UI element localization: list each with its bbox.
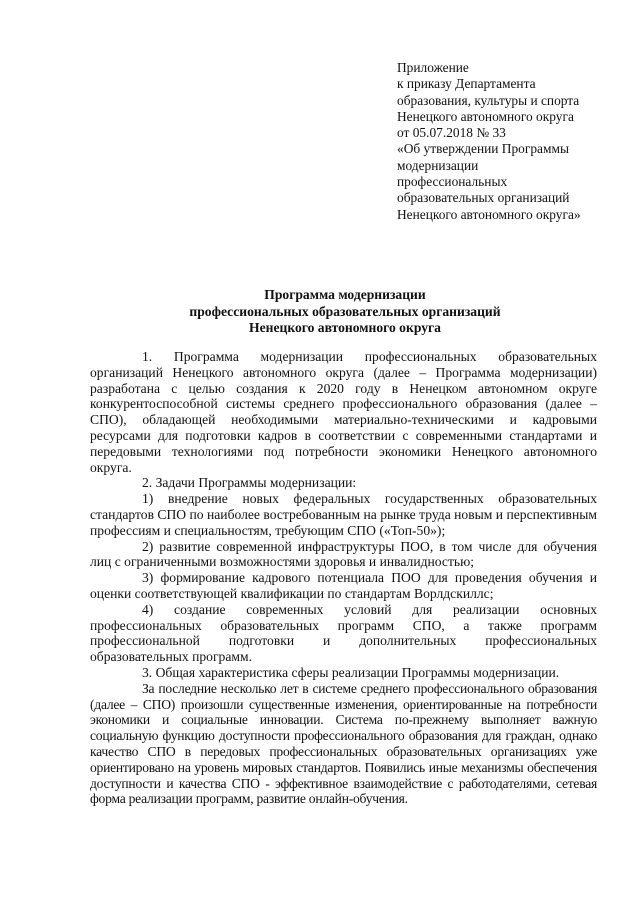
paragraph-purpose: 1. Программа модернизации профессиональных образовательных организаций Ненецкого автономного округа (далее – Программа модернизации) разработана с целью создания к 2020 году в Ненецком автономном округе конкурентоспособной системы среднего профессионального образования (далее – СПО), обладающей необходимыми материально-техническими и кадровыми ресурсами для подготовки кадров в соответствии с современными стандартами и передовыми технологиями под потребности экономики Ненецкого автономного округа.	[90, 349, 597, 475]
paragraph-section-3-heading: 3. Общая характеристика сферы реализации Программы модернизации.	[142, 664, 560, 680]
document-body	[90, 349, 597, 807]
paragraph-task-3: 3) формирование кадрового потенциала ПОО для проведения обучения и оценки соответствующей квалификации по стандартам Ворлдскиллс;	[90, 570, 597, 601]
paragraph-characteristics: За последние несколько лет в системе среднего профессионального образования (далее – СПО) произошли существенные изменения, ориентированные на потребности экономики и социальные инновации. Система по-прежнему выполняет важную социальную функцию доступности профессионального образования для граждан, однако качество СПО в передовых профессиональных образовательных организациях уже ориентировано на уровень мировых стандартов. Появились иные механизмы обеспечения доступности и качества СПО - эффективное взаимодействие с работодателями, сетевая форма реализации программ, развитие онлайн-обучения.	[90, 680, 597, 807]
paragraph-task-2: 2) развитие современной инфраструктуры ПОО, в том числе для обучения лиц с ограниченными возможностями здоровья и инвалидностью;	[90, 538, 597, 570]
appendix-line: профессиональных	[397, 174, 508, 190]
title-line: профессиональных образовательных организаций	[189, 303, 501, 319]
appendix-line: Приложение	[397, 60, 469, 75]
appendix-line: Ненецкого автономного округа»	[397, 206, 581, 222]
appendix-line: образования, культуры и спорта	[397, 92, 580, 108]
paragraph-task-4: 4) создание современных условий для реализации основных профессиональных образовательных программ СПО, а также программ профессиональной подготовки и дополнительных профессиональных образовательных программ.	[90, 601, 597, 665]
title-line: Программа модернизации	[264, 287, 426, 302]
appendix-header	[397, 60, 637, 223]
paragraph-tasks-heading: 2. Задачи Программы модернизации:	[142, 475, 357, 491]
appendix-line: «Об утверждении Программы	[397, 141, 569, 157]
appendix-line: Ненецкого автономного округа	[397, 108, 574, 124]
paragraph-task-1: 1) внедрение новых федеральных государственных образовательных стандартов СПО по наиболее востребованным на рынке труда новым и перспективным профессиям и специальностям, требующим СПО («Топ-50»);	[90, 491, 597, 538]
appendix-line: образовательных организаций	[397, 190, 570, 206]
appendix-line: от 05.07.2018 № 33	[397, 125, 506, 141]
document-title	[90, 287, 600, 337]
appendix-line: модернизации	[397, 157, 479, 173]
appendix-line: к приказу Департамента	[397, 76, 536, 92]
title-line: Ненецкого автономного округа	[249, 320, 441, 335]
